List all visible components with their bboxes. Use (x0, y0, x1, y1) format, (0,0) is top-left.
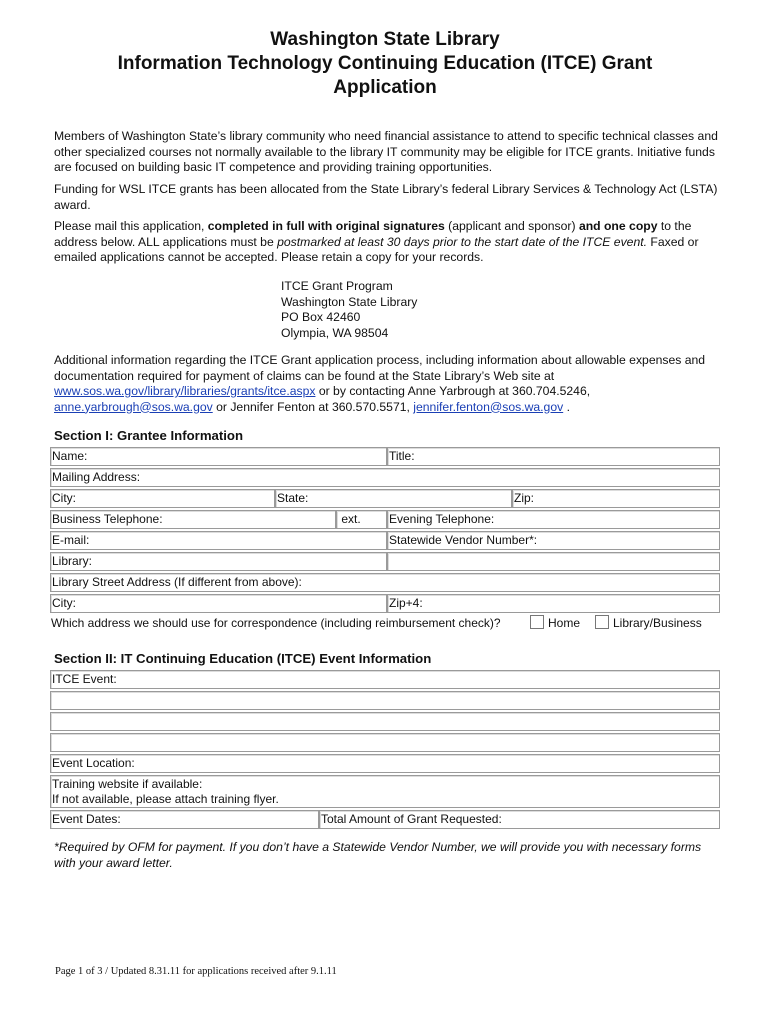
title-field[interactable]: Title: (387, 447, 720, 466)
form-row-library-street (50, 573, 720, 593)
email-link-jennifer[interactable]: jennifer.fenton@sos.wa.gov (413, 399, 564, 414)
training-website-field[interactable] (50, 775, 720, 808)
training-flyer-label: If not available, please attach training flyer. (52, 792, 279, 806)
grantee-info-form (50, 447, 720, 637)
form-row-itce-event (50, 670, 720, 690)
form-row-phone (50, 510, 720, 530)
form-row-library (50, 552, 720, 572)
section-1-heading: Section I: Grantee Information (54, 428, 244, 443)
instr-bold-copy: and one copy (578, 219, 658, 233)
form-row-email (50, 531, 720, 551)
email-link-anne[interactable]: anne.yarbrough@sos.wa.gov (54, 399, 213, 414)
instr-bold-signatures: completed in full with original signatures (207, 219, 445, 233)
training-website-label: Training website if available: (52, 777, 203, 791)
form-row-dates (50, 810, 720, 830)
address-line-4: Olympia, WA 98504 (281, 325, 389, 340)
library-extra-field[interactable] (387, 552, 720, 571)
contact-text-4: . (563, 399, 570, 414)
library-street-field[interactable]: Library Street Address (If different from above): (50, 573, 720, 592)
vendor-number-note: *Required by OFM for payment. If you don’t have a Statewide Vendor Number, we will provide you with necessary forms with your award letter. (54, 840, 702, 870)
contact-paragraph (54, 353, 719, 415)
address-line-2: Washington State Library (281, 294, 418, 309)
section-2-heading: Section II: IT Continuing Education (ITCE) Event Information (54, 651, 432, 666)
contact-text-1: Additional information regarding the ITCE Grant application process, including information about allowable expenses and documentation required for payment of claims can be found at the State Library’s Web site at (54, 353, 706, 383)
form-row-name (50, 447, 720, 467)
contact-text-3: or Jennifer Fenton at 360.570.5571, (212, 399, 414, 414)
instr-italic-deadline: postmarked at least 30 days prior to the start date of the ITCE event. (277, 234, 648, 249)
page-footer: Page 1 of 3 / Updated 8.31.11 for applications received after 9.1.11 (55, 966, 337, 977)
form-row-location (50, 754, 720, 774)
total-amount-field[interactable]: Total Amount of Grant Requested: (319, 810, 720, 829)
itce-event-line-4[interactable] (50, 733, 720, 752)
title-line-2: Information Technology Continuing Education (ITCE) Grant (117, 53, 653, 74)
itce-event-line-3[interactable] (50, 712, 720, 731)
page-title (0, 28, 770, 100)
instr-text-e: to the address below. ALL applications must be (54, 219, 692, 249)
vendor-number-field[interactable]: Statewide Vendor Number*: (387, 531, 720, 550)
mailing-instructions (54, 219, 719, 266)
website-link[interactable]: www.sos.wa.gov/library/libraries/grants/itce.aspx (54, 384, 316, 398)
instr-text-g: Faxed or emailed applications cannot be accepted. Please retain a copy for your records. (54, 234, 699, 264)
library-business-checkbox[interactable] (595, 615, 609, 629)
intro-paragraph: Members of Washington State’s library community who need financial assistance to attend to specific technical classes and other specialized courses not normally available to the library IT community may be eligible for ITCE grants. Initiative funds are focused on building basic IT competence and providing training opportunities. (54, 129, 718, 174)
form-row-city (50, 489, 720, 509)
evening-phone-field[interactable]: Evening Telephone: (387, 510, 720, 529)
form-row-city-2 (50, 594, 720, 614)
library-city-field[interactable]: City: (50, 594, 387, 613)
event-location-field[interactable]: Event Location: (50, 754, 720, 773)
address-line-3: PO Box 42460 (281, 310, 361, 324)
contact-text-2: or by contacting Anne Yarbrough at 360.704.5246, (315, 384, 591, 398)
library-business-label: Library/Business (613, 616, 702, 630)
event-info-form (50, 670, 720, 832)
home-label: Home (548, 616, 581, 630)
zip-field[interactable]: Zip: (512, 489, 720, 508)
state-field[interactable]: State: (275, 489, 512, 508)
itce-event-line-2[interactable] (50, 691, 720, 710)
city-field[interactable]: City: (50, 489, 275, 508)
library-field[interactable]: Library: (50, 552, 387, 571)
business-phone-field[interactable]: Business Telephone: (50, 510, 336, 529)
form-row-website (50, 775, 720, 809)
title-line-1: Washington State Library (270, 29, 500, 50)
itce-event-field[interactable]: ITCE Event: (50, 670, 720, 689)
title-line-3: Application (333, 77, 437, 98)
funding-paragraph: Funding for WSL ITCE grants has been allocated from the State Library’s federal Library Services & Technology Act (LSTA) award. (54, 182, 718, 212)
mailing-address-field[interactable]: Mailing Address: (50, 468, 720, 487)
email-field[interactable]: E-mail: (50, 531, 387, 550)
form-row-blank-1 (50, 691, 720, 711)
name-field[interactable]: Name: (50, 447, 387, 466)
ext-label: ext. (341, 512, 361, 526)
form-row-correspondence (50, 615, 720, 635)
correspondence-question: Which address we should use for correspondence (including reimbursement check)? (51, 616, 501, 630)
zip4-field[interactable]: Zip+4: (387, 594, 720, 613)
address-line-1: ITCE Grant Program (281, 279, 393, 293)
instr-text-c: (applicant and sponsor) (444, 219, 579, 233)
ext-field[interactable] (336, 510, 387, 529)
event-dates-field[interactable]: Event Dates: (50, 810, 319, 829)
form-row-mailing (50, 468, 720, 488)
form-row-blank-3 (50, 733, 720, 753)
form-row-blank-2 (50, 712, 720, 732)
home-checkbox[interactable] (530, 615, 544, 629)
instr-text-a: Please mail this application, (54, 219, 208, 233)
mailing-address-block (281, 279, 417, 341)
